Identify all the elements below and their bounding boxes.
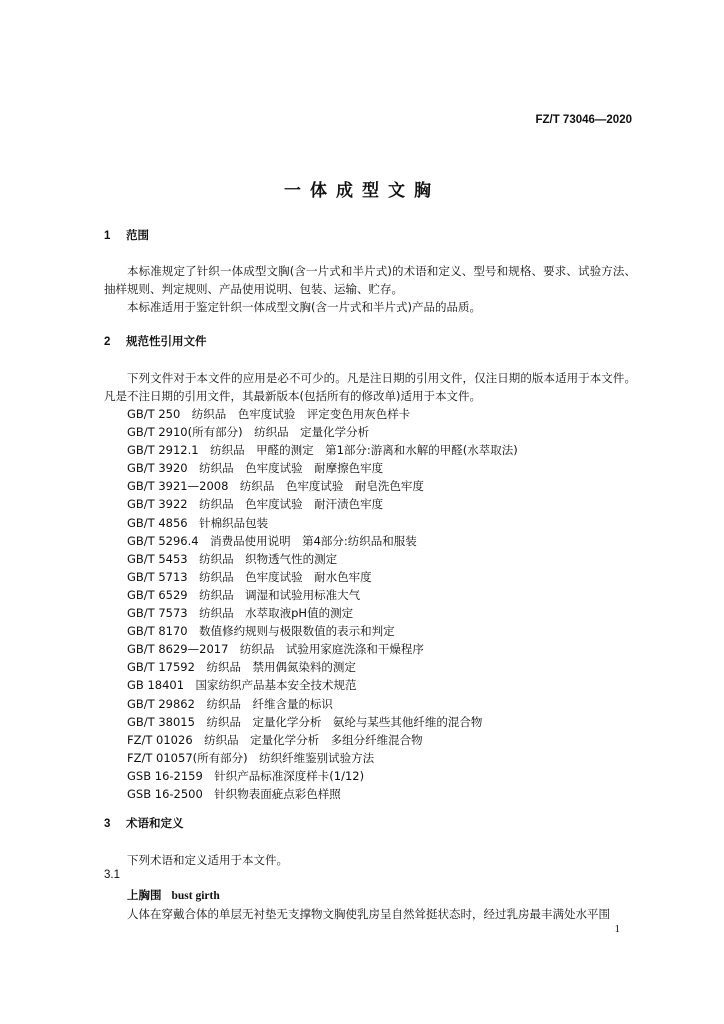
section-number: 1	[104, 230, 111, 242]
section-title: 术语和定义	[126, 816, 184, 830]
reference-item: GB/T 4856 针棉织品包装	[127, 515, 269, 530]
terms-intro: 下列术语和定义适用于本文件。	[127, 853, 288, 867]
reference-item: GB/T 7573 纺织品 水萃取液pH值的测定	[127, 606, 354, 621]
reference-item: GSB 16-2500 针织物表面疵点彩色样照	[127, 786, 341, 801]
term-number: 3.1	[104, 869, 120, 881]
section-number: 3	[104, 818, 111, 830]
section-title: 规范性引用文件	[126, 334, 207, 348]
reference-item: GB/T 3921—2008 纺织品 色牢度试验 耐皂洗色牢度	[127, 479, 424, 494]
reference-item: GB/T 8170 数值修约规则与极限数值的表示和判定	[127, 624, 395, 639]
reference-item: GB/T 250 纺织品 色牢度试验 评定变色用灰色样卡	[127, 407, 411, 421]
reference-item: FZ/T 01026 纺织品 定量化学分析 多组分纤维混合物	[127, 732, 423, 747]
section-1-heading	[104, 227, 149, 243]
reference-item: GB/T 29862 纺织品 纤维含量的标识	[127, 696, 333, 711]
reference-item: GSB 16-2159 针织产品标准深度样卡(1/12)	[127, 768, 365, 783]
reference-item: GB/T 5713 纺织品 色牢度试验 耐水色牢度	[127, 569, 372, 584]
reference-item: GB/T 5296.4 消费品使用说明 第4部分:纺织品和服装	[127, 533, 417, 548]
reference-item: FZ/T 01057(所有部分) 纺织纤维鉴别试验方法	[127, 750, 375, 765]
scope-paragraph-1: 本标准规定了针织一体成型文胸(含一片式和半片式)的术语和定义、型号和规格、要求、试验方法、抽样规则、判定规则、产品使用说明、包装、运输、贮存。	[104, 264, 636, 296]
term-name-zh: 上胸围	[127, 888, 162, 902]
document-title: 一体成型文胸	[284, 181, 440, 201]
reference-item: GB/T 8629—2017 纺织品 试验用家庭洗涤和干燥程序	[127, 642, 424, 657]
reference-item: GB/T 5453 纺织品 织物透气性的测定	[127, 551, 338, 566]
scope-paragraph-2: 本标准适用于鉴定针织一体成型文胸(含一片式和半片式)产品的品质。	[127, 300, 481, 314]
term-definition: 人体在穿戴合体的单层无衬垫无支撑物文胸使乳房呈自然耸挺状态时，经过乳房最丰满处水平围	[127, 907, 610, 921]
section-title: 范围	[126, 228, 150, 242]
reference-item: GB/T 3920 纺织品 色牢度试验 耐摩擦色牢度	[127, 461, 384, 476]
reference-item: GB/T 6529 纺织品 调湿和试验用标准大气	[127, 587, 361, 602]
term-name-en: bust girth	[171, 890, 220, 902]
reference-list	[127, 405, 518, 803]
reference-item: GB/T 2910(所有部分) 纺织品 定量化学分析	[127, 425, 370, 440]
reference-item: GB/T 38015 纺织品 定量化学分析 氨纶与某些其他纤维的混合物	[127, 714, 483, 729]
section-number: 2	[104, 336, 111, 348]
references-intro: 下列文件对于本文件的应用是必不可少的。凡是注日期的引用文件，仅注日期的版本适用于本文件。凡是不注日期的引用文件，其最新版本(包括所有的修改单)适用于本文件。	[104, 371, 636, 403]
reference-item: GB/T 2912.1 纺织品 甲醛的测定 第1部分:游离和水解的甲醛(水萃取法)	[127, 443, 518, 458]
section-3-heading	[104, 815, 184, 831]
reference-item: GB/T 3922 纺织品 色牢度试验 耐汗渍色牢度	[127, 497, 384, 512]
section-2-heading	[104, 333, 207, 349]
term-name	[127, 887, 220, 903]
reference-item: GB 18401 国家纺织产品基本安全技术规范	[127, 678, 357, 693]
standard-code: FZ/T 73046—2020	[535, 114, 632, 126]
reference-item: GB/T 17592 纺织品 禁用偶氮染料的测定	[127, 660, 356, 675]
page-number: 1	[614, 923, 620, 935]
